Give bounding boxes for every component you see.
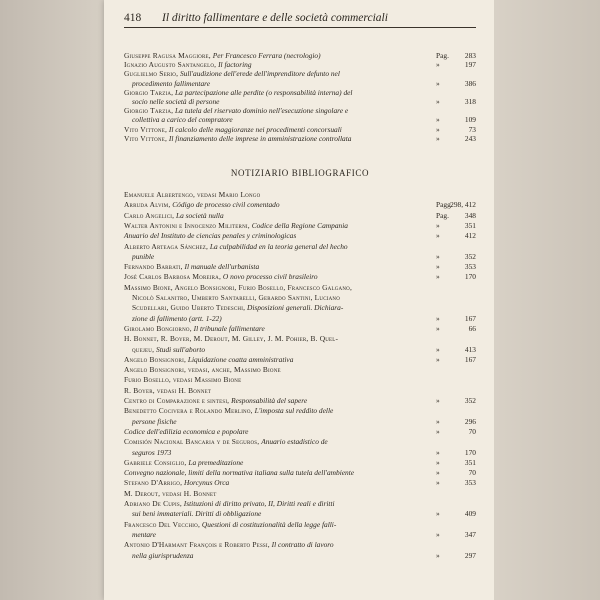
entry-text [124,191,260,199]
entry-title: Responsabilità del sapere [231,396,308,405]
entry-title: Codice della Regione Campania [251,220,348,230]
entry-page-number: 243 [464,133,476,143]
entry-page-marker: » [436,124,440,134]
entry-page-number: 298, 412 [450,200,476,210]
entry-author: R. Boyer, vedasi H. Bonnet [124,385,212,395]
entry-page-marker: » [436,529,440,539]
entry-text [124,500,335,508]
entry-page-number: 412 [464,231,476,241]
entry-text [132,315,222,323]
entry-text [124,107,348,115]
entry-text [124,273,318,281]
entry-text [124,490,216,498]
entry-title: Il manuale dell'urbanista [184,262,260,272]
entry-page-marker: Pagg. [436,200,453,210]
entry-text [124,201,280,209]
entry-title: La società nulla [176,210,224,220]
entry-page-number: 352 [464,251,476,261]
entry-title: Liquidazione coatta amministrativa [187,354,294,364]
entry-text [132,552,193,560]
entry-author: Guglielmo Serio, [124,69,179,79]
entry-page-marker: Pag. [436,51,449,60]
entry-page-number: 318 [464,97,476,106]
entry-text [132,449,171,457]
entry-page-number: 197 [464,60,476,70]
entry-title: nella giurisprudenza [132,550,194,560]
entry-page-number: 283 [464,51,476,60]
index-entry [124,135,476,147]
entry-page-marker: » [436,354,440,364]
entry-page-marker: » [436,457,440,467]
entry-title: seguros 1973 [132,447,172,457]
entry-text [132,253,154,261]
entry-page-number: 73 [468,124,476,134]
background-surface [494,0,600,600]
entry-page-number: 386 [464,78,476,88]
entry-page-marker: » [436,426,440,436]
entry-page-marker: » [436,97,440,106]
entry-text [124,387,211,395]
entry-title: La partecipazione alle perdite (o responsabilità interna) del [175,87,353,97]
entry-author: Giorgio Tarzia, [124,106,174,116]
entry-title: Codice dell'edilizia economica e popolare [124,426,249,436]
entry-text [132,98,219,106]
entry-page-number: 70 [468,426,476,436]
entry-author: Carlo Angelici, [124,210,175,220]
entry-text [124,459,243,467]
entry-title: persone fisiche [132,416,177,426]
entry-text [124,541,334,549]
entry-page-marker: » [436,272,440,282]
entry-page-marker: » [436,60,440,70]
entry-title: Convegno nazionale, limiti della normativa italiana sulla tutela dell'ambiente [124,468,355,478]
entry-page-number: 353 [464,478,476,488]
entry-text [124,135,351,143]
entry-title: Questioni di costituzionalità della legge falli- [201,519,337,529]
running-header [124,12,476,28]
entry-author: Adriano De Cupis, [124,499,182,508]
entry-title: La culpabilidad en la teoria general del hecho [209,241,348,251]
entry-text [124,397,307,405]
entry-page-marker: » [436,447,440,457]
entry-text [132,116,233,124]
entry-author: Scudellari, Guido Uberto Tedeschi, [132,303,246,313]
entry-page-number: 348 [464,210,476,220]
entry-text [124,89,352,97]
entry-page-marker: » [436,550,440,560]
entry-page-number: 66 [468,323,476,333]
entry-text [124,126,342,134]
entry-text [124,479,229,487]
entry-page-marker: » [436,323,440,333]
entry-author: Giorgio Tarzia, [124,87,174,97]
entry-author: Vito Vittone, [124,124,168,134]
entry-title: procedimento fallimentare [132,78,211,88]
entry-text [124,70,340,78]
entry-page-number: 167 [464,313,476,323]
entry-page-number: 170 [464,447,476,457]
entry-text [124,469,354,477]
entry-page-number: 351 [464,220,476,230]
entry-text [124,52,321,60]
entry-title: Il contratto di lavoro [271,540,334,550]
entry-page-marker: » [436,115,440,125]
entry-text [124,335,338,343]
entry-title: Horcynus Orca [183,478,230,488]
entry-author: Alberto Arteaga Sánchez, [124,241,209,251]
entry-page-marker: » [436,478,440,488]
entry-page-number: 347 [464,529,476,539]
entry-author: Francesco Del Vecchio, [124,519,200,529]
entry-author: Arruda Alvim, [124,200,171,210]
entry-title: L'imposta sul reddito delle [254,406,334,416]
entry-page-marker: » [436,416,440,426]
entry-page-number: 351 [464,457,476,467]
entry-author: Furio Bosello, vedasi Massimo Bione [124,375,242,385]
index-entry [124,552,476,564]
entry-page-marker: » [436,220,440,230]
entry-text [124,212,224,220]
entry-text [132,304,343,312]
entry-page-number: 167 [464,354,476,364]
entry-page-number: 297 [464,550,476,560]
entry-page-number: 170 [464,272,476,282]
entry-title: Anuario estadistico de [261,437,328,447]
entry-title: sui beni immateriali. Diritti di obbligazione [132,509,262,519]
entry-author: Gabriele Consiglio, [124,457,187,467]
entry-author: Benedetto Cocivera e Rolando Merlino, [124,406,253,416]
entry-page-marker: » [436,133,440,143]
entry-text [124,356,293,364]
entry-page-number: 353 [464,262,476,272]
entry-title: Sull'audizione dell'erede dell'imprenditore defunto nel [179,69,340,79]
entry-page-marker: » [436,396,440,405]
entry-page-number: 70 [468,468,476,478]
entry-title: mentare [132,529,156,539]
entry-author: Nicolò Salanitro, Umberto Santarelli, Gerardo Santini, Luciano [132,293,341,302]
entry-page-marker: » [436,262,440,272]
entry-title: Istituzioni di diritto privato, II, Diritti reali e diritti [183,499,335,508]
entry-author: quejeu, [132,344,155,354]
entry-page-number: 296 [464,416,476,426]
entry-author: M. Derout, vedasi H. Bonnet [124,488,217,498]
entry-author: Walter Antonini e Innocenzo Militerni, [124,220,250,230]
entry-text [124,263,259,271]
entry-author: Ignazio Augusto Santangelo, [124,60,217,70]
entry-text [132,80,210,88]
entry-title: zione di fallimento (artt. 1-22) [132,313,222,323]
entry-title: Il factoring [218,60,252,70]
entry-author: Emanuele Albertengo, vedasi Mario Longo [124,190,261,199]
entry-page-number: 413 [464,344,476,354]
entry-text [124,61,252,69]
entry-text [132,531,156,539]
entry-page-marker: » [436,313,440,323]
page-number: 418 [124,12,142,24]
entry-page-marker: » [436,468,440,478]
entry-page-marker: » [436,78,440,88]
entry-title: Anuario del Instituto de ciencias penales y criminologicas [124,231,297,241]
entry-text [124,284,352,292]
entry-text [124,407,333,415]
entry-text [124,438,328,446]
entry-text [132,418,177,426]
running-title: Il diritto fallimentare e delle società commerciali [162,12,388,24]
entry-title: La tutela del riservato dominio nell'esecuzione singolare e [175,106,349,116]
section-title: NOTIZIARIO BIBLIOGRAFICO [230,168,370,178]
entry-author: Stefano D'Arrigo, [124,478,183,488]
entry-title: Código de processo civil comentado [172,200,280,210]
entry-text [124,376,241,384]
entry-text [132,510,261,518]
entry-author: Angelo Bonsignori, vedasi, anche, Massimo Bione [124,365,281,375]
entry-page-number: 352 [464,396,476,405]
entry-page-marker: » [436,251,440,261]
entry-text [124,232,296,240]
entry-text [124,222,348,230]
entry-author: Massimo Bione, Angelo Bonsignori, Furio Bosello, Francesco Galgano, [124,282,353,292]
entry-author: José Carlos Barbosa Moreira, [124,272,222,282]
entry-title: Disposizioni generali. Dichiara- [247,303,344,313]
entry-page-marker: Pag. [436,210,449,220]
entry-text [124,366,281,374]
entry-page-marker: » [436,509,440,519]
entry-author: Angelo Bonsignori, [124,354,187,364]
entry-text [132,346,205,354]
entry-title: socio nelle società di persone [132,97,220,106]
entry-title: punible [132,251,155,261]
entry-author: Giuseppe Ragusa Maggiore, [124,51,211,60]
entry-page-marker: » [436,344,440,354]
entry-text [124,325,265,333]
entry-page-number: 109 [464,115,476,125]
entry-author: Vito Vittone, [124,133,168,143]
entry-title: Il calcolo delle maggioranze nei procedimenti concorsuali [168,124,342,134]
entry-title: collettiva a carico del compratore [132,115,233,125]
entry-title: Studi sull'aborto [156,344,206,354]
entry-author: Centro di Comparazione e sintesi, [124,396,230,405]
entry-author: H. Bonnet, R. Boyer, M. Derout, M. Gilley, J. M. Pohier, B. Quel- [124,334,339,344]
entry-title: Per Francesco Ferrara (necrologio) [212,51,321,60]
entry-author: Fernando Barbati, [124,262,183,272]
entry-text [124,521,336,529]
entry-author: Comisión Nacional Bancaria y de Seguros, [124,437,260,447]
entry-text [124,243,348,251]
entry-author: Girolamo Bongiorno, [124,323,192,333]
entry-page-marker: » [436,231,440,241]
book-gutter [0,0,104,600]
entry-text [132,294,340,302]
entry-title: O novo processo civil brasileiro [222,272,318,282]
entry-page-number: 409 [464,509,476,519]
entry-title: La premeditazione [188,457,244,467]
entry-title: Il finanziamento delle imprese in amministrazione controllata [168,133,352,143]
entry-author: Antonio D'Harmant François e Roberto Pessi, [124,540,270,550]
entry-title: Il tribunale fallimentare [193,323,265,333]
entry-text [124,428,248,436]
